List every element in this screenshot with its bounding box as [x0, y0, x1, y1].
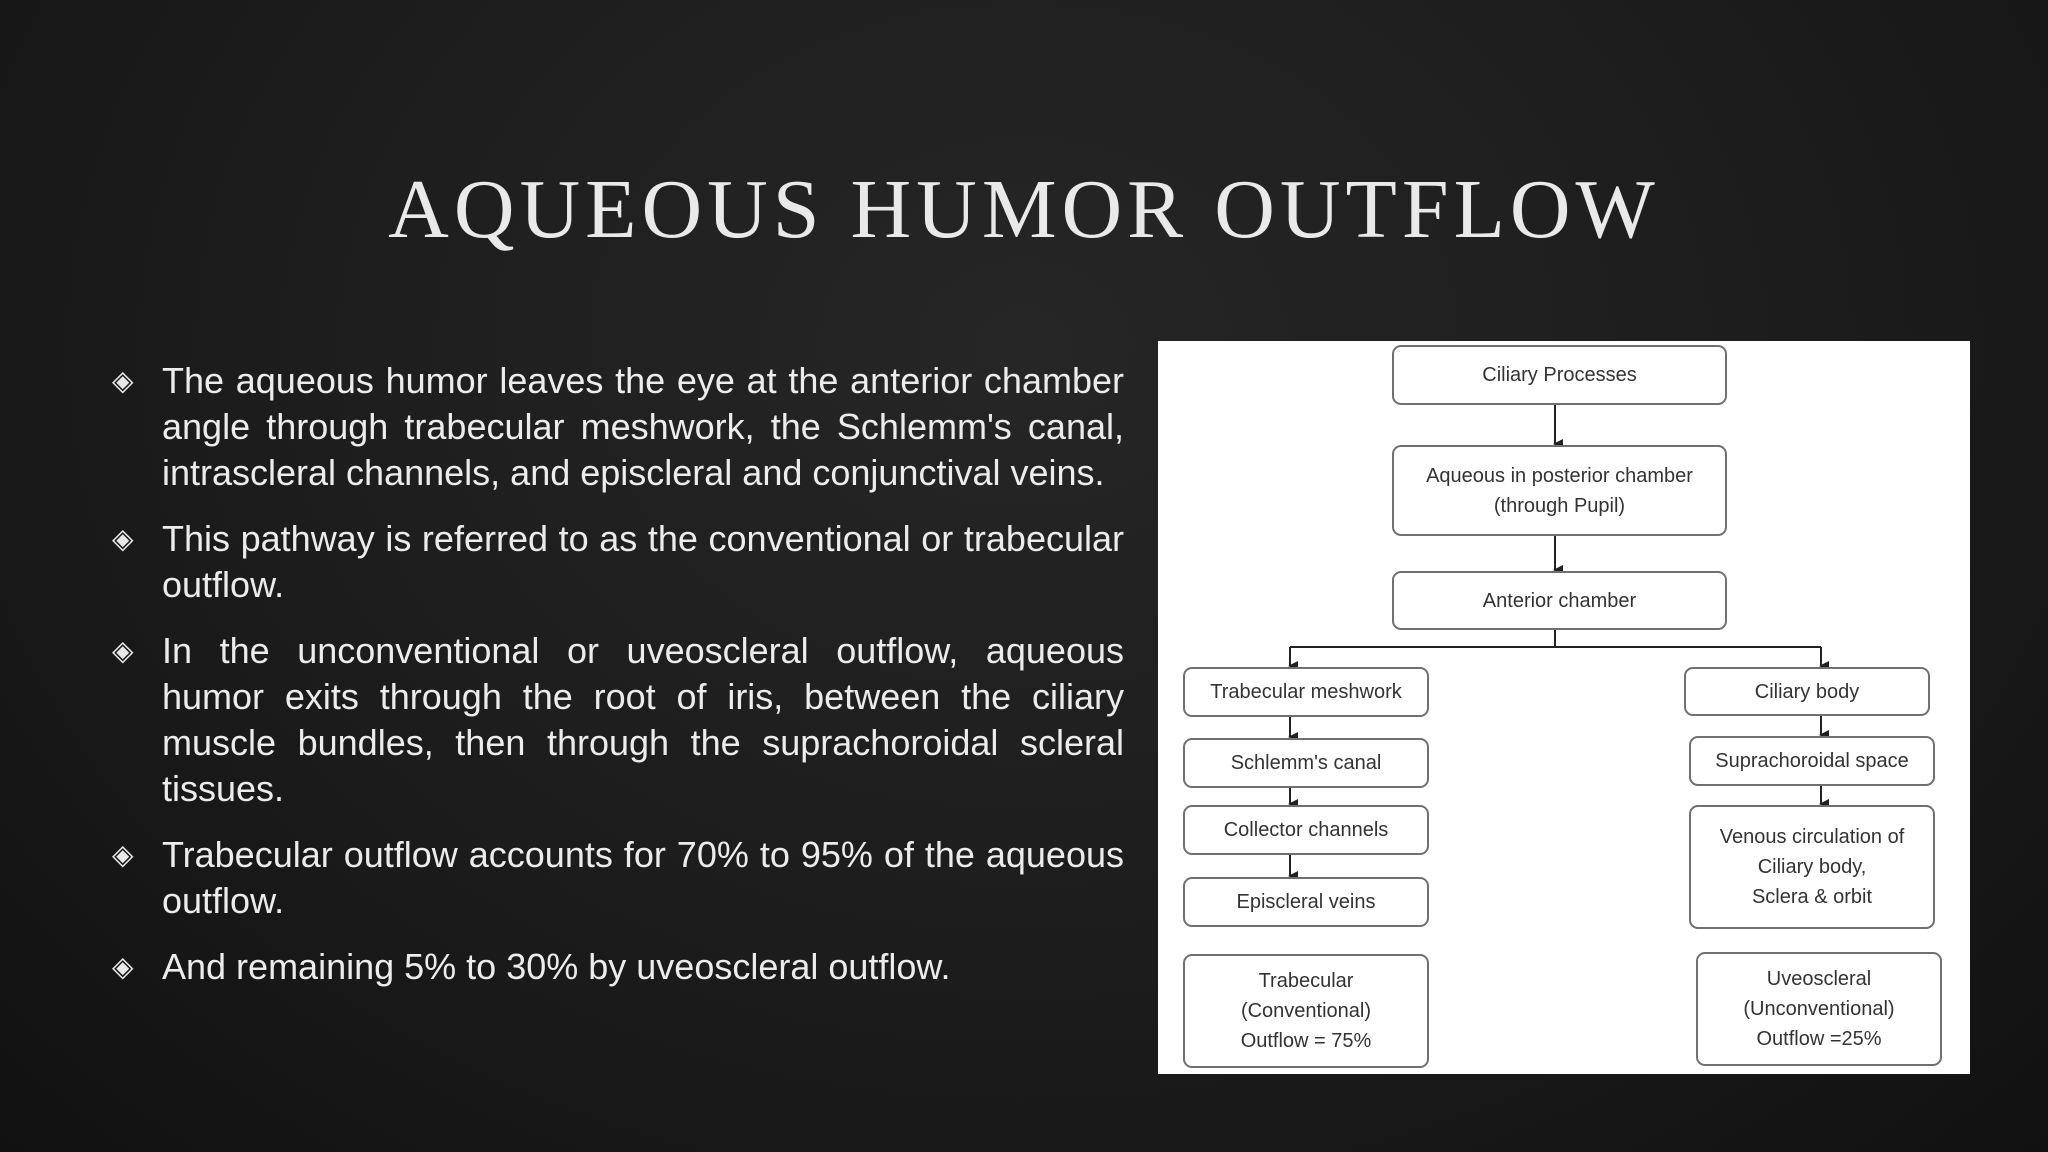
diamond-bullet-icon: ◈	[112, 364, 134, 397]
bullet-text: In the unconventional or uveoscleral outflow, aqueous humor exits through the root of iris, between the ciliary muscle bundles, then through the suprachoroidal scleral tissues.	[162, 630, 1124, 809]
bullet-item	[112, 628, 1124, 812]
bullet-item	[112, 832, 1124, 924]
node-trabecular-meshwork: Trabecular meshwork	[1183, 667, 1429, 717]
bullet-list	[112, 358, 1124, 1010]
node-suprachoroidal-space: Suprachoroidal space	[1689, 736, 1935, 786]
diamond-bullet-icon: ◈	[112, 634, 134, 667]
slide-title: AQUEOUS HUMOR OUTFLOW	[388, 163, 1660, 256]
node-anterior-chamber: Anterior chamber	[1392, 571, 1727, 630]
bullet-item	[112, 516, 1124, 608]
bullet-text: And remaining 5% to 30% by uveoscleral outflow.	[162, 946, 951, 987]
node-venous-circulation: Venous circulation of Ciliary body, Sclera & orbit	[1689, 805, 1935, 929]
diamond-bullet-icon: ◈	[112, 522, 134, 555]
node-trabecular-outflow: Trabecular (Conventional) Outflow = 75%	[1183, 954, 1429, 1068]
bullet-item	[112, 944, 1124, 990]
bullet-item	[112, 358, 1124, 496]
diamond-bullet-icon: ◈	[112, 838, 134, 871]
bullet-text: Trabecular outflow accounts for 70% to 95% of the aqueous outflow.	[162, 834, 1124, 921]
node-ciliary-processes: Ciliary Processes	[1392, 345, 1727, 405]
node-ciliary-body: Ciliary body	[1684, 667, 1930, 716]
bullet-text: This pathway is referred to as the conventional or trabecular outflow.	[162, 518, 1124, 605]
diamond-bullet-icon: ◈	[112, 950, 134, 983]
bullet-text: The aqueous humor leaves the eye at the anterior chamber angle through trabecular meshwork, the Schlemm's canal, intrascleral channels, and episcleral and conjunctival veins.	[162, 360, 1124, 493]
node-episcleral-veins: Episcleral veins	[1183, 877, 1429, 927]
node-aqueous-posterior-chamber: Aqueous in posterior chamber (through Pupil)	[1392, 445, 1727, 536]
node-uveoscleral-outflow: Uveoscleral (Unconventional) Outflow =25%	[1696, 952, 1942, 1066]
outflow-flowchart	[1158, 341, 1970, 1074]
node-schlemms-canal: Schlemm's canal	[1183, 738, 1429, 788]
node-collector-channels: Collector channels	[1183, 805, 1429, 855]
